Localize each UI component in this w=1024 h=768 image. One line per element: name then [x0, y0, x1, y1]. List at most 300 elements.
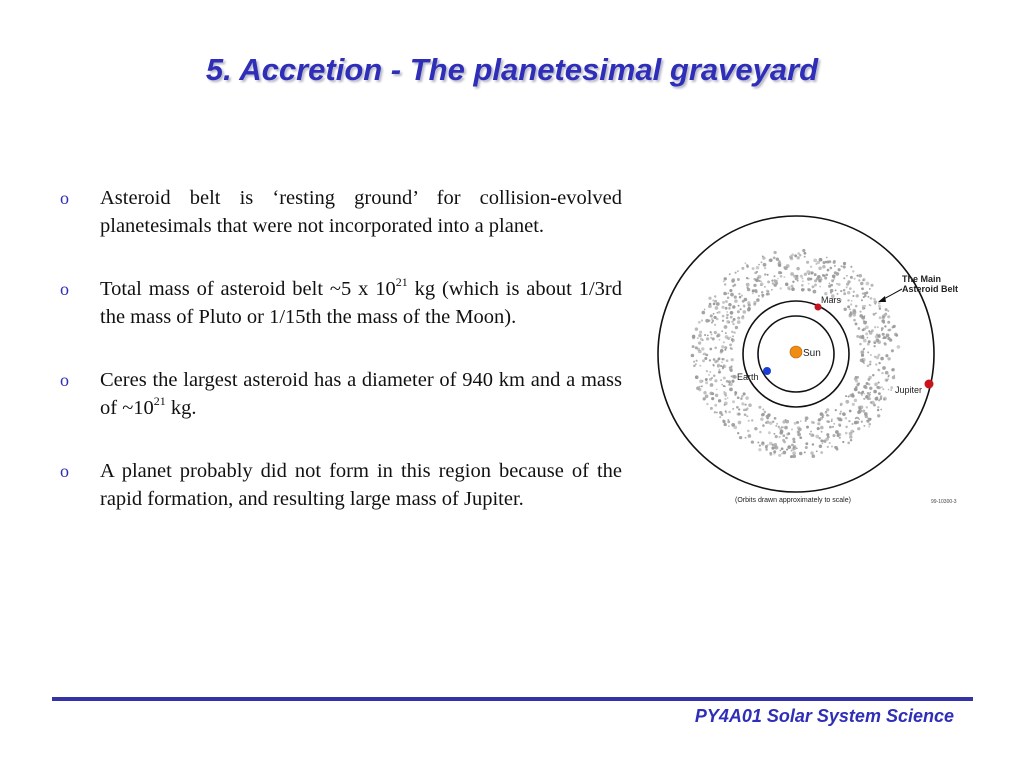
asteroid-dot	[774, 279, 776, 281]
sun-label: Sun	[803, 348, 821, 359]
asteroid-dot	[801, 288, 804, 291]
asteroid-dot	[706, 403, 709, 406]
asteroid-dot	[773, 257, 776, 260]
asteroid-dot	[713, 375, 716, 378]
footer-course-title: PY4A01 Solar System Science	[694, 706, 954, 726]
asteroid-dot	[822, 265, 826, 269]
asteroid-dot	[705, 381, 708, 384]
asteroid-dot	[864, 315, 866, 317]
bullet-text: Total mass of asteroid belt ~5 x 10	[100, 278, 396, 300]
asteroid-dot	[849, 410, 852, 413]
asteroid-dot	[799, 436, 802, 439]
asteroid-dot	[887, 357, 890, 360]
asteroid-dot	[759, 445, 761, 447]
asteroid-dot	[761, 413, 764, 416]
asteroid-dot	[703, 391, 706, 394]
asteroid-dot	[710, 383, 714, 387]
asteroid-dot	[736, 406, 739, 409]
asteroid-dot	[764, 267, 766, 269]
asteroid-dot	[706, 370, 708, 372]
asteroid-dot	[797, 280, 799, 282]
asteroid-dot	[724, 394, 727, 397]
asteroid-dot	[737, 278, 740, 281]
asteroid-dot	[833, 423, 835, 425]
asteroid-dot	[887, 321, 890, 324]
asteroid-dot	[865, 332, 868, 335]
asteroid-dot	[848, 420, 850, 422]
asteroid-dot	[760, 417, 763, 420]
asteroid-dot	[766, 449, 768, 451]
asteroid-dot	[835, 289, 837, 291]
asteroid-dot	[758, 406, 761, 409]
asteroid-dot	[716, 302, 720, 306]
asteroid-dot	[849, 308, 851, 310]
asteroid-dot	[883, 342, 886, 345]
asteroid-dot	[737, 320, 741, 324]
asteroid-dot	[888, 389, 890, 391]
bullet-item	[60, 366, 622, 422]
asteroid-dot	[809, 433, 811, 435]
asteroid-dot	[761, 291, 763, 293]
asteroid-dot	[765, 445, 768, 448]
bullet-item	[60, 457, 622, 513]
asteroid-dot	[722, 320, 724, 322]
asteroid-dot	[732, 341, 734, 343]
asteroid-dot	[796, 447, 798, 449]
asteroid-dot	[802, 249, 805, 252]
asteroid-dot	[853, 291, 855, 293]
asteroid-dot	[747, 430, 750, 433]
asteroid-dot	[781, 453, 783, 455]
asteroid-dot	[748, 304, 751, 307]
asteroid-dot	[868, 397, 871, 400]
asteroid-dot	[887, 337, 890, 340]
asteroid-dot	[714, 346, 717, 349]
asteroid-dot	[723, 341, 725, 343]
asteroid-dot	[858, 279, 860, 281]
jupiter-icon	[925, 380, 934, 389]
asteroid-dot	[880, 357, 884, 361]
asteroid-dot	[835, 409, 837, 411]
asteroid-dot	[754, 271, 757, 274]
asteroid-dot	[818, 267, 822, 271]
asteroid-dot	[885, 378, 889, 382]
asteroid-dot	[885, 354, 888, 357]
asteroid-dot	[838, 283, 841, 286]
asteroid-dot	[794, 254, 797, 257]
asteroid-dot	[774, 443, 777, 446]
asteroid-dot	[733, 331, 735, 333]
asteroid-dot	[861, 299, 863, 301]
asteroid-dot	[756, 298, 759, 301]
asteroid-dot	[866, 282, 870, 286]
asteroid-dot	[732, 408, 734, 410]
asteroid-dot	[847, 442, 850, 445]
asteroid-dot	[816, 450, 818, 452]
asteroid-dot	[697, 337, 699, 339]
asteroid-dot	[792, 451, 796, 455]
asteroid-dot	[706, 337, 709, 340]
asteroid-dot	[837, 434, 840, 437]
asteroid-dot	[876, 356, 880, 360]
asteroid-dot	[852, 270, 854, 272]
asteroid-dot	[756, 266, 760, 270]
bullet-marker: o	[60, 461, 69, 481]
asteroid-dot	[846, 275, 848, 277]
asteroid-dot	[724, 423, 727, 426]
asteroid-dot	[792, 438, 795, 441]
asteroid-dot	[794, 441, 796, 443]
asteroid-dot	[692, 345, 695, 348]
sun-icon	[790, 346, 802, 358]
asteroid-dot	[873, 313, 876, 316]
asteroid-dot	[796, 421, 799, 424]
asteroid-dot	[716, 389, 718, 391]
asteroid-dot	[737, 432, 739, 434]
asteroid-dot	[859, 335, 863, 339]
asteroid-dot	[856, 376, 859, 379]
asteroid-dot	[714, 404, 717, 407]
asteroid-dot	[868, 330, 870, 332]
asteroid-dot	[856, 383, 859, 386]
asteroid-dot	[701, 385, 703, 387]
asteroid-dot	[878, 305, 881, 308]
asteroid-dot	[730, 303, 732, 305]
asteroid-dot	[814, 284, 817, 287]
asteroid-dot	[771, 279, 773, 281]
asteroid-dot	[813, 422, 815, 424]
bullet-text-cont: kg (which is about 1/3rd the mass of Pluto or 1/15th the mass of the Moon).	[100, 278, 622, 328]
asteroid-dot	[885, 371, 889, 375]
asteroid-dot	[869, 363, 871, 365]
asteroid-dot	[732, 305, 735, 308]
asteroid-dot	[735, 272, 737, 274]
asteroid-dot	[890, 386, 893, 389]
asteroid-dot	[714, 324, 716, 326]
asteroid-dot	[819, 258, 822, 261]
asteroid-dot	[856, 335, 859, 338]
asteroid-dot	[779, 431, 783, 435]
asteroid-dot	[790, 455, 793, 458]
asteroid-dot	[843, 292, 846, 295]
asteroid-dot	[888, 375, 890, 377]
asteroid-dot	[846, 286, 848, 288]
asteroid-dot	[879, 316, 882, 319]
asteroid-dot	[826, 274, 829, 277]
asteroid-dot	[830, 284, 833, 287]
asteroid-dot	[724, 386, 726, 388]
asteroid-dot	[725, 307, 728, 310]
asteroid-dot	[840, 411, 842, 413]
asteroid-dot	[704, 357, 707, 360]
asteroid-dot	[878, 382, 880, 384]
asteroid-dot	[874, 382, 878, 386]
asteroid-dot	[889, 329, 892, 332]
asteroid-dot	[724, 325, 728, 329]
asteroid-dot	[721, 330, 723, 332]
asteroid-dot	[729, 273, 731, 275]
asteroid-dot	[758, 264, 760, 266]
asteroid-dot	[731, 279, 734, 282]
asteroid-dot	[764, 411, 767, 414]
asteroid-dot	[761, 261, 763, 263]
asteroid-dot	[857, 427, 860, 430]
asteroid-dot	[845, 432, 848, 435]
asteroid-dot	[747, 265, 749, 267]
asteroid-dot	[812, 454, 816, 458]
asteroid-dot	[711, 377, 713, 379]
asteroid-dot	[881, 372, 883, 374]
asteroid-dot	[718, 399, 721, 402]
asteroid-dot	[735, 326, 738, 329]
asteroid-dot	[820, 451, 823, 454]
asteroid-dot	[883, 316, 885, 318]
asteroid-dot	[829, 282, 831, 284]
asteroid-dot	[741, 395, 744, 398]
asteroid-dot	[709, 359, 711, 361]
asteroid-dot	[850, 266, 852, 268]
asteroid-dot	[796, 267, 800, 271]
asteroid-dot	[878, 302, 881, 305]
asteroid-dot	[699, 331, 702, 334]
asteroid-dot	[774, 275, 776, 277]
asteroid-dot	[799, 452, 803, 456]
asteroid-dot	[805, 446, 808, 449]
asteroid-dot	[842, 441, 844, 443]
asteroid-dot	[814, 279, 817, 282]
asteroid-dot	[785, 437, 788, 440]
asteroid-dot	[779, 450, 781, 452]
asteroid-dot	[876, 339, 880, 343]
asteroid-dot	[775, 435, 778, 438]
asteroid-dot	[708, 304, 712, 308]
asteroid-dot	[812, 443, 814, 445]
asteroid-dot	[800, 420, 802, 422]
asteroid-dot	[845, 395, 847, 397]
asteroid-dot	[862, 410, 865, 413]
asteroid-dot	[778, 262, 782, 266]
asteroid-dot	[867, 296, 869, 298]
asteroid-dot	[724, 398, 726, 400]
asteroid-dot	[713, 303, 716, 306]
asteroid-dot	[775, 425, 777, 427]
asteroid-dot	[733, 426, 737, 430]
asteroid-dot	[711, 392, 714, 395]
asteroid-dot	[726, 311, 728, 313]
asteroid-dot	[752, 267, 755, 270]
asteroid-dot	[753, 284, 756, 287]
asteroid-dot	[720, 349, 724, 353]
asteroid-dot	[708, 374, 710, 376]
asteroid-dot	[711, 397, 714, 400]
asteroid-dot	[839, 437, 841, 439]
asteroid-dot	[702, 339, 704, 341]
asteroid-dot	[815, 263, 817, 265]
asteroid-dot	[747, 307, 751, 311]
asteroid-dot	[796, 256, 799, 259]
asteroid-dot	[769, 442, 773, 446]
asteroid-dot	[858, 391, 861, 394]
jupiter-label: Jupiter	[895, 385, 923, 395]
asteroid-dot	[806, 426, 809, 429]
asteroid-dot	[722, 358, 725, 361]
asteroid-dot	[784, 426, 788, 430]
asteroid-dot	[755, 278, 759, 282]
asteroid-dot	[710, 314, 713, 317]
asteroid-dot	[699, 386, 701, 388]
asteroid-dot	[727, 296, 730, 299]
asteroid-dot	[855, 305, 858, 308]
asteroid-dot	[840, 403, 843, 406]
asteroid-dot	[857, 417, 859, 419]
asteroid-dot	[729, 389, 731, 391]
asteroid-dot	[827, 269, 830, 272]
bullet-marker: o	[60, 370, 69, 390]
asteroid-dot	[767, 280, 770, 283]
asteroid-dot	[897, 345, 901, 349]
asteroid-dot	[782, 434, 785, 437]
asteroid-dot	[732, 285, 734, 287]
asteroid-dot	[875, 363, 877, 365]
asteroid-dot	[867, 364, 870, 367]
main-belt-label-line1: The Main	[902, 274, 942, 284]
asteroid-dot	[771, 289, 773, 291]
asteroid-dot	[711, 322, 713, 324]
asteroid-dot	[887, 310, 889, 312]
asteroid-dot	[786, 264, 790, 268]
asteroid-dot	[753, 301, 756, 304]
asteroid-dot	[849, 287, 852, 290]
asteroid-dot	[842, 413, 845, 416]
asteroid-dot	[728, 307, 731, 310]
asteroid-dot	[783, 451, 787, 455]
asteroid-dot	[738, 305, 740, 307]
asteroid-dot	[892, 370, 894, 372]
asteroid-dot	[713, 313, 715, 315]
asteroid-dot	[869, 288, 871, 290]
asteroid-dot	[783, 441, 786, 444]
asteroid-dot	[847, 291, 850, 294]
asteroid-dot	[843, 277, 845, 279]
asteroid-dot	[869, 392, 871, 394]
asteroid-dot	[786, 449, 788, 451]
asteroid-dot	[714, 360, 717, 363]
asteroid-dot	[743, 304, 745, 306]
asteroid-dot	[727, 420, 730, 423]
asteroid-dot	[835, 446, 838, 449]
asteroid-dot	[858, 411, 860, 413]
asteroid-dot	[707, 335, 709, 337]
asteroid-dot	[887, 315, 890, 318]
asteroid-dot	[845, 417, 848, 420]
asteroid-dot	[695, 327, 699, 331]
asteroid-dot	[858, 407, 861, 410]
asteroid-dot	[867, 351, 869, 353]
asteroid-dot	[741, 267, 744, 270]
asteroid-dot	[874, 404, 876, 406]
asteroid-dot	[728, 425, 730, 427]
asteroid-dot	[862, 307, 865, 310]
asteroid-dot	[721, 306, 724, 309]
asteroid-belt-diagram	[640, 205, 970, 515]
asteroid-dot	[724, 346, 727, 349]
asteroid-dot	[769, 421, 773, 425]
asteroid-dot	[835, 430, 839, 434]
asteroid-dot	[783, 276, 785, 278]
bullet-marker: o	[60, 279, 69, 299]
asteroid-dot	[785, 420, 789, 424]
asteroid-dot	[890, 389, 892, 391]
asteroid-dot	[748, 420, 750, 422]
asteroid-dot	[733, 318, 736, 321]
asteroid-dot	[695, 363, 697, 365]
asteroid-dot	[732, 323, 734, 325]
asteroid-dot	[728, 380, 731, 383]
asteroid-dot	[855, 379, 858, 382]
asteroid-dot	[730, 347, 733, 350]
asteroid-dot	[868, 383, 870, 385]
asteroid-dot	[760, 281, 762, 283]
asteroid-dot	[805, 442, 808, 445]
asteroid-dot	[817, 422, 820, 425]
asteroid-dot	[885, 313, 887, 315]
asteroid-dot	[741, 402, 744, 405]
asteroid-dot	[701, 319, 703, 321]
asteroid-dot	[867, 337, 869, 339]
asteroid-dot	[868, 418, 870, 420]
asteroid-dot	[734, 299, 738, 303]
asteroid-dot	[880, 409, 882, 411]
asteroid-dot	[818, 437, 820, 439]
asteroid-dot	[730, 366, 732, 368]
asteroid-dot	[725, 332, 727, 334]
asteroid-dot	[709, 371, 711, 373]
asteroid-dot	[804, 273, 807, 276]
asteroid-dot	[699, 365, 701, 367]
asteroid-dot	[861, 287, 864, 290]
asteroid-dot	[705, 394, 709, 398]
asteroid-dot	[758, 448, 761, 451]
asteroid-dot	[834, 265, 836, 267]
asteroid-dot	[849, 435, 852, 438]
asteroid-dot	[729, 289, 732, 292]
asteroid-dot	[717, 333, 721, 337]
asteroid-dot	[702, 311, 706, 315]
asteroid-dot	[727, 292, 729, 294]
asteroid-dot	[748, 434, 752, 438]
asteroid-dot	[859, 311, 861, 313]
asteroid-dot	[726, 359, 729, 362]
bullet-marker: o	[60, 188, 69, 208]
asteroid-dot	[791, 288, 794, 291]
asteroid-dot	[767, 274, 769, 276]
asteroid-dot	[758, 275, 762, 279]
asteroid-dot	[817, 427, 820, 430]
asteroid-dot	[879, 308, 881, 310]
asteroid-dot	[721, 384, 723, 386]
asteroid-dot	[782, 420, 785, 423]
asteroid-dot	[839, 413, 841, 415]
asteroid-dot	[754, 427, 757, 430]
asteroid-dot	[869, 393, 871, 395]
asteroid-dot	[829, 426, 832, 429]
asteroid-dot	[863, 385, 867, 389]
asteroid-dot	[745, 396, 749, 400]
asteroid-dot	[840, 265, 842, 267]
asteroid-dot	[832, 274, 836, 278]
asteroid-dot	[709, 348, 712, 351]
asteroid-dot	[855, 322, 858, 325]
